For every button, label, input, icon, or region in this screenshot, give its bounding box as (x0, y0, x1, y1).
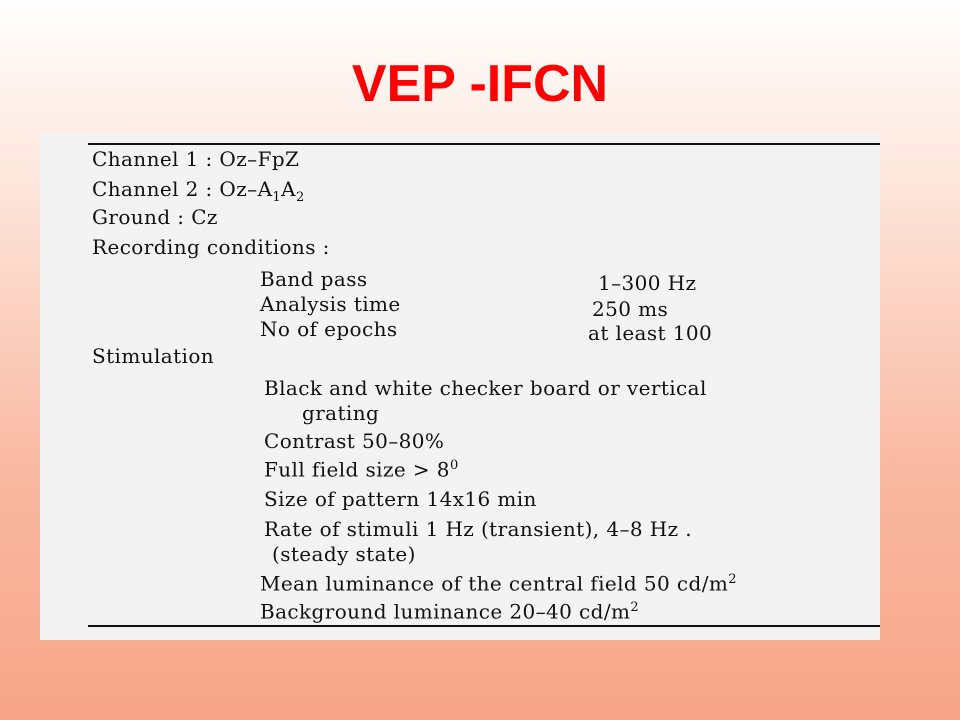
stim-background-luminance: Background luminance 20–40 $cd/m^2$ (260, 599, 640, 624)
stim-checker-line-2: grating (302, 401, 380, 425)
recording-value-epochs: at least 100 (588, 321, 713, 345)
stim-contrast: Contrast 50–80% (264, 429, 445, 453)
top-rule (88, 143, 880, 145)
stim-checker-line-1: Black and white checker board or vertical (264, 376, 707, 400)
bottom-rule (88, 625, 880, 627)
stim-rate-line-2: (steady state) (272, 542, 416, 566)
stimulation-heading: Stimulation (92, 344, 215, 368)
recording-label-analysis: Analysis time (260, 292, 401, 316)
channel-1: Channel 1 : Oz–FpZ (92, 147, 300, 171)
ground: Ground : Cz (92, 205, 218, 229)
stim-rate-line-1: Rate of stimuli 1 Hz (transient), 4–8 Hz . (264, 517, 693, 541)
recording-value-band: 1–300 Hz (598, 271, 697, 295)
recording-label-band: Band pass (260, 267, 368, 291)
recording-label-epochs: No of epochs (260, 317, 398, 341)
recording-value-analysis: 250 ms (592, 297, 669, 321)
channel-2: Channel 2 : $Oz-A_1A_2$ (92, 177, 305, 205)
recording-heading: Recording conditions : (92, 235, 330, 259)
slide-title: VEP -IFCN (351, 55, 609, 113)
stim-field-size: Full field size > $8^0$ (264, 457, 459, 482)
scanned-table (40, 133, 880, 640)
stim-mean-luminance: Mean luminance of the central field 50 $cd/m^2$ (260, 571, 737, 596)
stim-pattern-size: Size of pattern 14x16 min (264, 487, 537, 511)
